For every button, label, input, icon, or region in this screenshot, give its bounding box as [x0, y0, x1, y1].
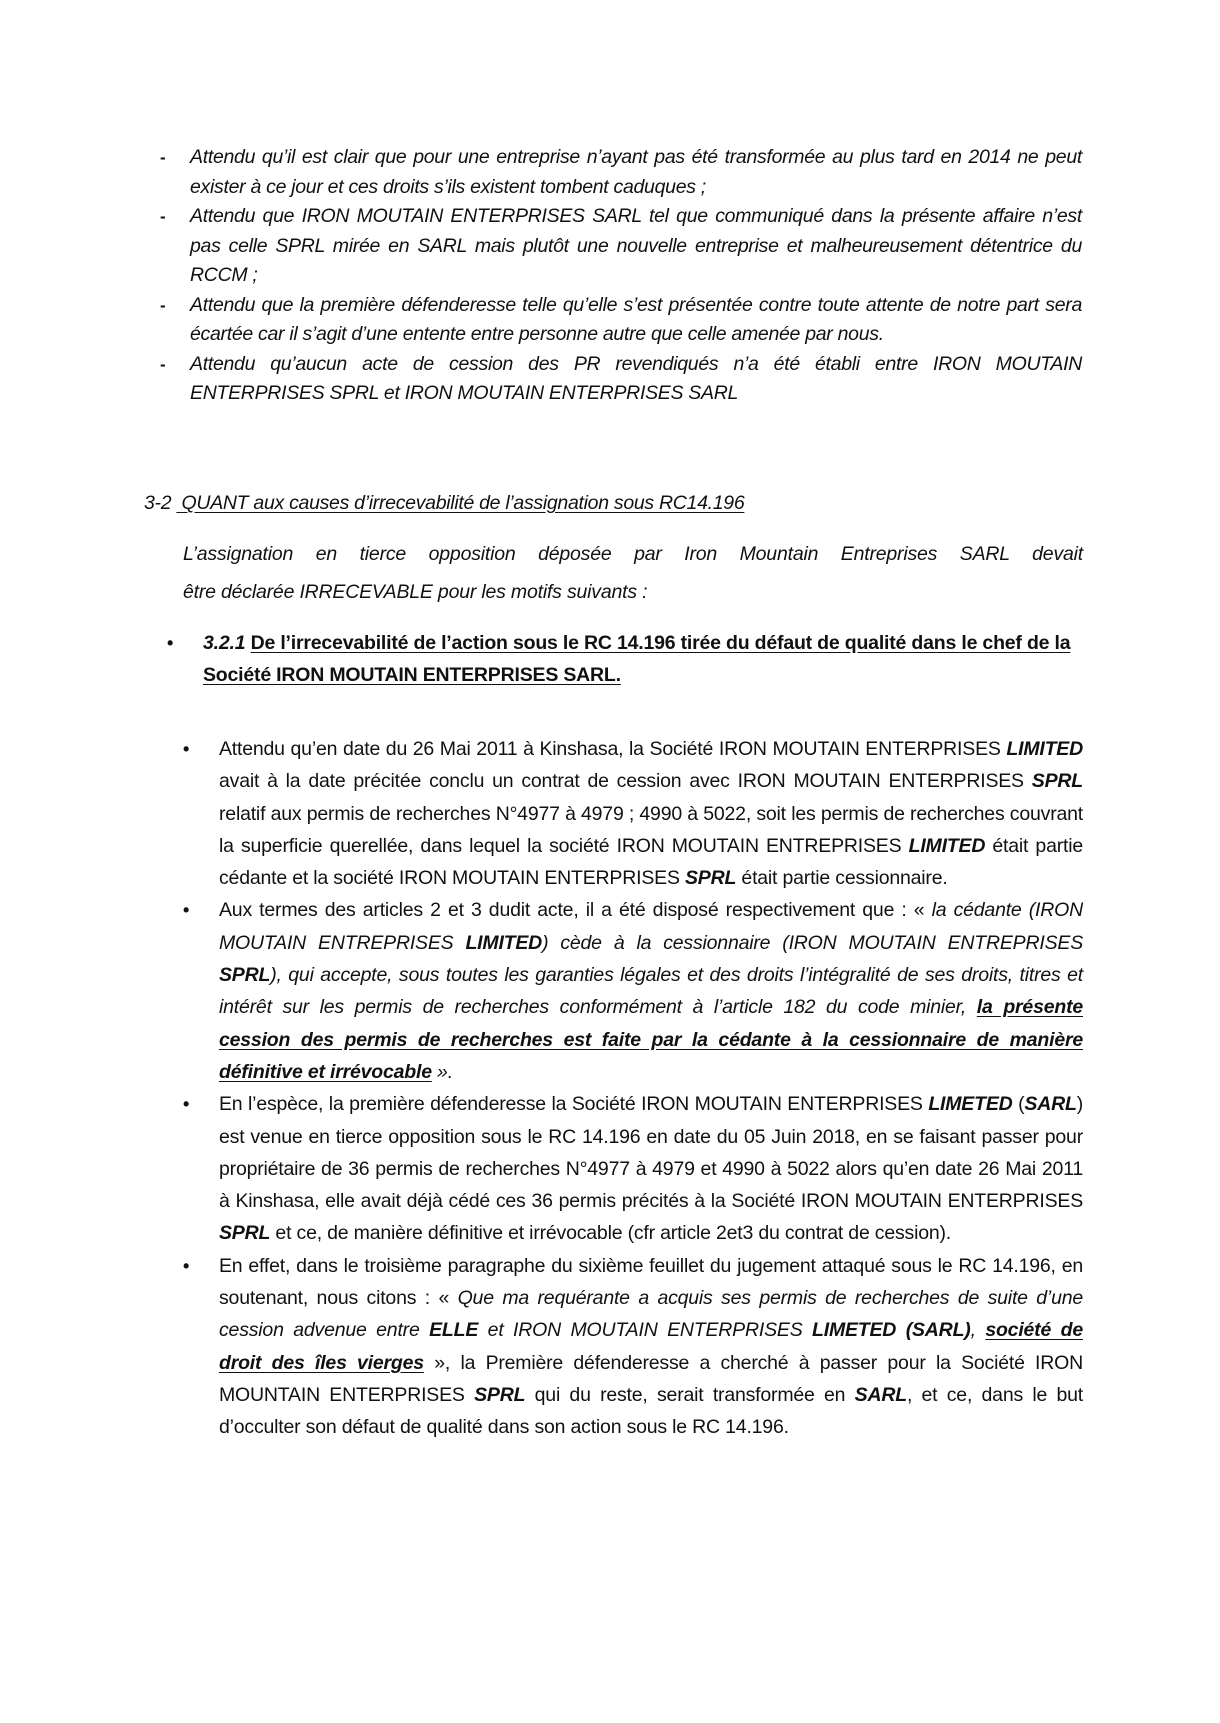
- emphasis-text: SPRL: [474, 1383, 526, 1406]
- emphasis-text: SPRL: [1031, 770, 1083, 793]
- emphasis-text: LIMITED: [1006, 738, 1083, 760]
- quote-underlined-text: société de droit des îles vierges: [219, 1319, 1083, 1374]
- bullet-icon: •: [183, 1094, 190, 1115]
- dash-bullet-icon: -: [160, 354, 166, 374]
- bullet-icon: •: [183, 1255, 190, 1276]
- quote-bold-text: ELLE: [429, 1319, 479, 1342]
- dash-list-item: [160, 143, 1082, 202]
- bullet-icon: •: [183, 900, 190, 921]
- dash-list-item: [160, 350, 1082, 409]
- quote-text: la cédante (IRON MOUTAIN ENTREPRISES: [219, 899, 1083, 954]
- text-run: avait à la date précitée conclu un contrat de cession avec IRON MOUTAIN ENTERPRISES: [219, 770, 1032, 793]
- subsection-title: De l’irrecevabilité de l’action sous le RC 14.196 tirée du défaut de qualité dans le chef de la Société IRON MOUTAIN ENTERPRISES SARL.: [203, 632, 1071, 686]
- quote-bold-text: SPRL: [219, 964, 271, 987]
- emphasis-text: SARL: [1024, 1093, 1077, 1116]
- bullet-list-item: [183, 1250, 1083, 1444]
- dash-bullet-icon: -: [160, 295, 166, 315]
- dash-bullet-icon: -: [160, 148, 166, 167]
- quote-text: ) cède à la cessionnaire (IRON MOUTAIN ENTREPRISES: [542, 931, 1083, 954]
- subsection-heading: [167, 627, 1119, 691]
- emphasis-text: LIMETED: [928, 1093, 1013, 1116]
- text-run: », la Première défenderesse a cherché à passer pour la Société IRON MOUNTAIN ENTERPRISES: [219, 1351, 1083, 1406]
- text-run: était partie cessionnaire.: [736, 867, 948, 890]
- bullet-list-item: [183, 894, 1083, 1088]
- intro-line-1: L’assignation en tierce opposition déposée par Iron Mountain Entreprises SARL devait: [183, 543, 1083, 565]
- dash-item-text: Attendu qu’il est clair que pour une entreprise n’ayant pas été transformée au plus tard en 2014 ne peut exister à ce jour et ces droits s’ils existent tombent caduques ;: [190, 146, 1082, 198]
- dash-item-text: Attendu que IRON MOUTAIN ENTERPRISES SARL tel que communiqué dans la présente affaire n’est pas celle SPRL mirée en SARL mais plutôt une nouvelle entreprise et malheureusement détentrice du RCCM ;: [190, 205, 1082, 286]
- text-run: (: [1012, 1093, 1025, 1116]
- section-intro: [183, 535, 1083, 611]
- bullet-icon: •: [183, 739, 190, 759]
- emphasis-text: SPRL: [684, 867, 737, 890]
- quote-text: ,: [970, 1319, 986, 1342]
- quote-underlined-text: la présente cession des permis de recherches est faite par la cédante à la cessionnaire de manière définitive et irrévocable: [219, 996, 1084, 1083]
- text-run: Aux termes des articles 2 et 3 dudit acte, il a été disposé respectivement que : «: [219, 899, 932, 922]
- text-run: En l’espèce, la première défenderesse la Société IRON MOUTAIN ENTERPRISES: [219, 1093, 929, 1116]
- dash-item-text: Attendu qu’aucun acte de cession des PR revendiqués n’a été établi entre IRON MOUTAIN ENTERPRISES SPRL et IRON MOUTAIN ENTERPRISES SARL: [190, 352, 1082, 404]
- quote-bold-text: LIMITED: [465, 931, 543, 954]
- text-run: et ce, de manière définitive et irrévocable (cfr article 2et3 du contrat de cession).: [270, 1222, 952, 1245]
- bullet-list-item: [183, 733, 1083, 894]
- emphasis-text: LIMITED: [908, 834, 986, 857]
- bullet-icon: •: [167, 633, 174, 653]
- section-title-text: QUANT aux causes d’irrecevabilité de l’assignation sous RC14.196: [181, 492, 745, 514]
- dash-bullet-icon: -: [160, 207, 166, 226]
- dash-item-text: Attendu que la première défenderesse telle qu’elle s’est présentée contre toute attente de notre part sera écartée car il s’agit d’une entente entre personne autre que celle amenée par nous.: [190, 293, 1082, 345]
- text-run: ».: [431, 1060, 453, 1083]
- quote-text: et IRON MOUTAIN ENTERPRISES: [478, 1319, 813, 1342]
- text-run: qui du reste, serait transformée en: [525, 1383, 855, 1406]
- section-heading: [144, 492, 744, 515]
- text-run: était partie cédante et la société IRON MOUTAIN ENTERPRISES: [219, 834, 1083, 890]
- quote-text: Que ma requérante a acquis ses permis de recherches de suite d’une cession advenue entre: [219, 1287, 1083, 1342]
- text-run: En effet, dans le troisième paragraphe du sixième feuillet du jugement attaqué sous le RC 14.196, en soutenant, nous citons : «: [219, 1254, 1083, 1310]
- section-title: [176, 492, 744, 514]
- intro-line-2: être déclarée IRRECEVABLE pour les motifs suivants :: [183, 581, 648, 603]
- dash-list-item: [160, 202, 1082, 291]
- bullet-list-item: [183, 1088, 1083, 1249]
- bullet-list: [183, 733, 1083, 1444]
- emphasis-text: SARL: [854, 1383, 907, 1406]
- dash-list: [160, 143, 1082, 409]
- quote-text: ), qui accepte, sous toutes les garanties légales et des droits l’intégralité de ses droits, titres et intérêt sur les permis de recherches conformément à l’article 182 du code minier,: [219, 964, 1083, 1019]
- text-run: , et ce, dans le but d’occulter son défaut de qualité dans son action sous le RC 14.196.: [219, 1383, 1084, 1439]
- dash-list-item: [160, 291, 1082, 350]
- text-run: ) est venue en tierce opposition sous le RC 14.196 en date du 05 Juin 2018, en se faisant passer pour propriétaire de 36 permis de recherches N°4977 à 4979 et 4990 à 5022 alors qu’en date 26 Mai 2011 à Kinshasa, elle avait déjà cédé ces 36 permis précités à la Société IRON MOUTAIN ENTERPRISES: [219, 1093, 1084, 1213]
- section-number: 3-2: [144, 492, 172, 514]
- quote-bold-text: LIMETED (SARL): [812, 1319, 971, 1342]
- text-run: Attendu qu’en date du 26 Mai 2011 à Kinshasa, la Société IRON MOUTAIN ENTERPRISES: [219, 738, 1007, 760]
- emphasis-text: SPRL: [219, 1222, 271, 1245]
- text-run: relatif aux permis de recherches N°4977 à 4979 ; 4990 à 5022, soit les permis de recherches couvrant la superficie querellée, dans lequel la société IRON MOUTAIN ENTREPRISES: [219, 802, 1083, 857]
- subsection-number: 3.2.1: [203, 632, 246, 654]
